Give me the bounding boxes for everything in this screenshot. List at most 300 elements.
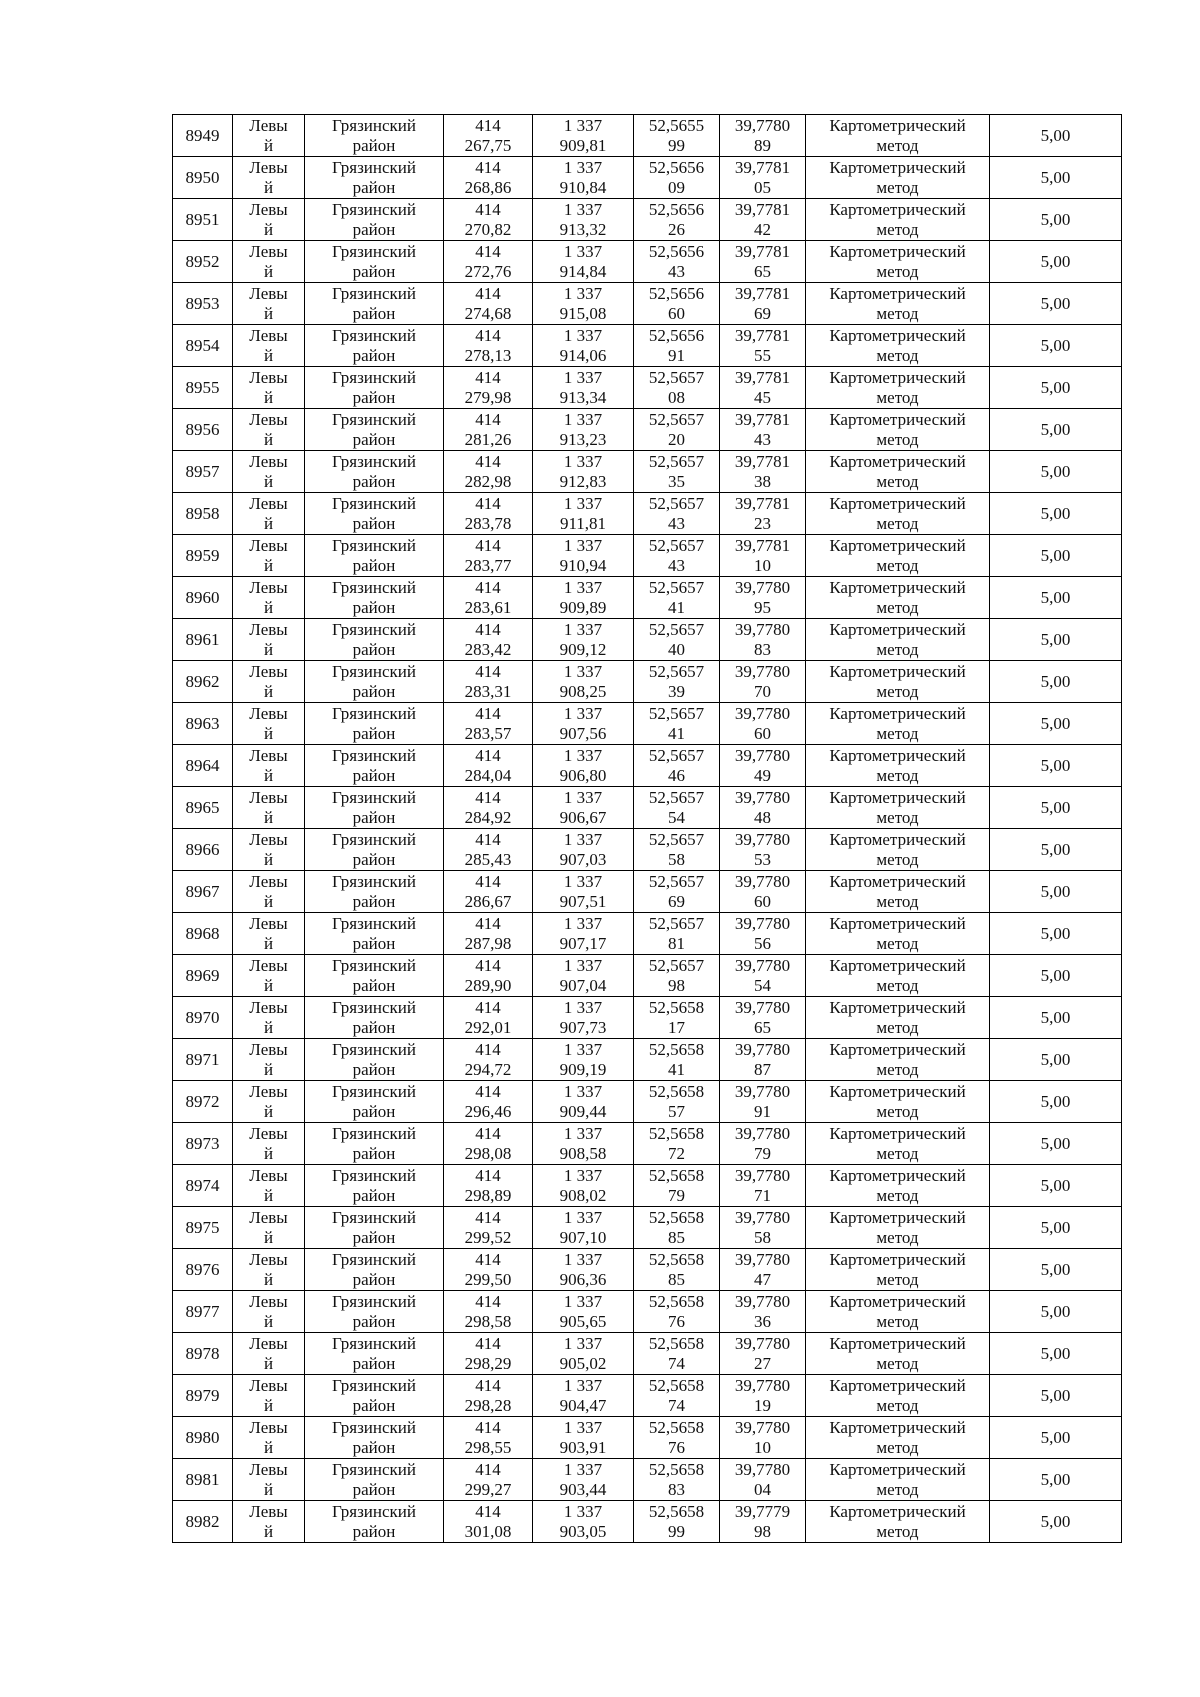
- district-text: Грязинский: [332, 913, 416, 933]
- district-text: Грязинский: [332, 1039, 416, 1059]
- method-cell: [806, 745, 990, 787]
- accuracy-cell: 5,00: [990, 1333, 1122, 1375]
- latitude-cell: [634, 871, 720, 913]
- coord-y-text: 1 337: [563, 115, 603, 135]
- point-number-cell: 8953: [173, 283, 233, 325]
- method-text: метод: [876, 1059, 919, 1079]
- table-row: [173, 1039, 1122, 1081]
- coord-x-text: 414: [475, 997, 501, 1017]
- longitude-cell: [720, 1039, 806, 1081]
- coord-x-text: 299,50: [464, 1269, 512, 1289]
- district-text: район: [352, 681, 396, 701]
- table-row: [173, 955, 1122, 997]
- latitude-text: 52,5658: [648, 1249, 705, 1269]
- side-text: й: [263, 555, 274, 575]
- side-cell: [233, 1333, 305, 1375]
- accuracy-cell: 5,00: [990, 451, 1122, 493]
- longitude-cell: [720, 199, 806, 241]
- coord-y-text: 905,65: [559, 1311, 607, 1331]
- side-text: й: [263, 345, 274, 365]
- longitude-cell: [720, 1249, 806, 1291]
- coord-y-text: 1 337: [563, 1291, 603, 1311]
- accuracy-cell: 5,00: [990, 577, 1122, 619]
- side-cell: [233, 619, 305, 661]
- method-text: метод: [876, 135, 919, 155]
- coord-y-cell: [533, 871, 634, 913]
- point-number-cell: 8970: [173, 997, 233, 1039]
- latitude-cell: [634, 1459, 720, 1501]
- method-text: метод: [876, 849, 919, 869]
- longitude-text: 39,7780: [734, 1207, 791, 1227]
- coord-x-cell: [444, 115, 533, 157]
- method-text: Картометрический: [829, 745, 966, 765]
- method-cell: [806, 787, 990, 829]
- latitude-text: 72: [668, 1143, 685, 1163]
- district-text: Грязинский: [332, 535, 416, 555]
- latitude-text: 76: [668, 1311, 685, 1331]
- longitude-text: 39,7780: [734, 1459, 791, 1479]
- district-text: район: [352, 1101, 396, 1121]
- latitude-cell: [634, 1501, 720, 1543]
- coord-x-text: 414: [475, 871, 501, 891]
- latitude-text: 46: [668, 765, 685, 785]
- side-cell: [233, 535, 305, 577]
- method-text: Картометрический: [829, 1081, 966, 1101]
- longitude-text: 45: [754, 387, 771, 407]
- method-text: метод: [876, 429, 919, 449]
- side-text: й: [263, 135, 274, 155]
- method-cell: [806, 115, 990, 157]
- latitude-cell: [634, 1081, 720, 1123]
- side-text: й: [263, 933, 274, 953]
- longitude-cell: [720, 1123, 806, 1165]
- table-row: [173, 619, 1122, 661]
- district-text: Грязинский: [332, 1291, 416, 1311]
- coord-y-text: 1 337: [563, 1081, 603, 1101]
- latitude-text: 57: [668, 1101, 685, 1121]
- method-cell: [806, 577, 990, 619]
- side-text: Левы: [249, 115, 288, 135]
- district-cell: [305, 1375, 444, 1417]
- latitude-text: 52,5658: [648, 1207, 705, 1227]
- longitude-text: 38: [754, 471, 771, 491]
- latitude-text: 60: [668, 303, 685, 323]
- latitude-text: 52,5656: [648, 199, 705, 219]
- method-cell: [806, 1291, 990, 1333]
- longitude-text: 53: [754, 849, 771, 869]
- table-row: [173, 241, 1122, 283]
- coord-x-text: 414: [475, 115, 501, 135]
- method-text: Картометрический: [829, 1417, 966, 1437]
- latitude-text: 52,5658: [648, 1165, 705, 1185]
- method-cell: [806, 1459, 990, 1501]
- district-cell: [305, 997, 444, 1039]
- district-text: район: [352, 1437, 396, 1457]
- district-cell: [305, 535, 444, 577]
- coord-y-text: 906,36: [559, 1269, 607, 1289]
- method-cell: [806, 1375, 990, 1417]
- district-text: район: [352, 1059, 396, 1079]
- coord-y-text: 908,02: [559, 1185, 607, 1205]
- coord-x-cell: [444, 199, 533, 241]
- side-text: й: [263, 1353, 274, 1373]
- longitude-text: 87: [754, 1059, 771, 1079]
- longitude-text: 39,7779: [734, 1501, 791, 1521]
- latitude-text: 39: [668, 681, 685, 701]
- latitude-text: 85: [668, 1227, 685, 1247]
- district-text: район: [352, 639, 396, 659]
- coord-y-text: 907,04: [559, 975, 607, 995]
- side-text: й: [263, 1143, 274, 1163]
- accuracy-cell: 5,00: [990, 409, 1122, 451]
- coord-x-text: 298,28: [464, 1395, 512, 1415]
- longitude-cell: [720, 745, 806, 787]
- latitude-text: 41: [668, 723, 685, 743]
- method-cell: [806, 661, 990, 703]
- longitude-text: 39,7780: [734, 1333, 791, 1353]
- coord-y-text: 1 337: [563, 1249, 603, 1269]
- district-cell: [305, 787, 444, 829]
- coord-y-cell: [533, 1207, 634, 1249]
- point-number-cell: 8949: [173, 115, 233, 157]
- coord-y-text: 913,23: [559, 429, 607, 449]
- side-text: й: [263, 219, 274, 239]
- side-text: й: [263, 1311, 274, 1331]
- district-text: район: [352, 1521, 396, 1541]
- coord-y-text: 913,32: [559, 219, 607, 239]
- coord-y-cell: [533, 955, 634, 997]
- longitude-text: 98: [754, 1521, 771, 1541]
- latitude-cell: [634, 199, 720, 241]
- side-text: Левы: [249, 1333, 288, 1353]
- method-text: метод: [876, 681, 919, 701]
- side-text: й: [263, 1017, 274, 1037]
- table-row: [173, 535, 1122, 577]
- district-cell: [305, 1207, 444, 1249]
- coord-x-text: 414: [475, 409, 501, 429]
- method-text: Картометрический: [829, 535, 966, 555]
- side-cell: [233, 1417, 305, 1459]
- coord-x-cell: [444, 1123, 533, 1165]
- accuracy-cell: 5,00: [990, 913, 1122, 955]
- side-cell: [233, 871, 305, 913]
- point-number-cell: 8966: [173, 829, 233, 871]
- longitude-cell: [720, 997, 806, 1039]
- coord-y-text: 1 337: [563, 451, 603, 471]
- method-cell: [806, 1417, 990, 1459]
- side-text: Левы: [249, 409, 288, 429]
- coord-x-text: 414: [475, 619, 501, 639]
- latitude-text: 52,5656: [648, 241, 705, 261]
- side-text: Левы: [249, 325, 288, 345]
- method-text: Картометрический: [829, 493, 966, 513]
- latitude-text: 52,5656: [648, 157, 705, 177]
- coord-y-text: 911,81: [559, 513, 607, 533]
- coord-y-text: 1 337: [563, 1501, 603, 1521]
- accuracy-cell: 5,00: [990, 493, 1122, 535]
- latitude-text: 52,5657: [648, 493, 705, 513]
- side-cell: [233, 1207, 305, 1249]
- coord-y-text: 1 337: [563, 1207, 603, 1227]
- side-cell: [233, 241, 305, 283]
- side-text: Левы: [249, 745, 288, 765]
- side-text: й: [263, 1437, 274, 1457]
- district-text: Грязинский: [332, 1123, 416, 1143]
- side-text: й: [263, 513, 274, 533]
- side-text: Левы: [249, 913, 288, 933]
- latitude-text: 41: [668, 1059, 685, 1079]
- accuracy-cell: 5,00: [990, 367, 1122, 409]
- method-cell: [806, 535, 990, 577]
- coord-y-text: 1 337: [563, 577, 603, 597]
- coord-x-text: 414: [475, 661, 501, 681]
- side-text: й: [263, 891, 274, 911]
- table-body: [173, 115, 1122, 1543]
- table-row: [173, 493, 1122, 535]
- latitude-text: 26: [668, 219, 685, 239]
- longitude-text: 39,7780: [734, 955, 791, 975]
- method-text: Картометрический: [829, 955, 966, 975]
- coord-x-text: 270,82: [464, 219, 512, 239]
- longitude-text: 54: [754, 975, 771, 995]
- side-text: й: [263, 1101, 274, 1121]
- side-text: й: [263, 303, 274, 323]
- coord-y-text: 909,12: [559, 639, 607, 659]
- coord-x-cell: [444, 493, 533, 535]
- table-row: [173, 997, 1122, 1039]
- point-number-cell: 8972: [173, 1081, 233, 1123]
- coord-x-text: 278,13: [464, 345, 512, 365]
- coord-x-text: 284,92: [464, 807, 512, 827]
- longitude-text: 36: [754, 1311, 771, 1331]
- method-cell: [806, 1501, 990, 1543]
- longitude-text: 39,7781: [734, 451, 791, 471]
- longitude-text: 39,7781: [734, 409, 791, 429]
- coord-x-text: 414: [475, 367, 501, 387]
- method-text: Картометрический: [829, 1165, 966, 1185]
- side-text: й: [263, 723, 274, 743]
- side-cell: [233, 787, 305, 829]
- table-row: [173, 1333, 1122, 1375]
- method-cell: [806, 241, 990, 283]
- longitude-text: 39,7780: [734, 577, 791, 597]
- district-text: район: [352, 261, 396, 281]
- coord-x-text: 414: [475, 745, 501, 765]
- coord-x-text: 287,98: [464, 933, 512, 953]
- accuracy-cell: 5,00: [990, 1249, 1122, 1291]
- coord-y-cell: [533, 1081, 634, 1123]
- district-text: Грязинский: [332, 1417, 416, 1437]
- longitude-text: 60: [754, 723, 771, 743]
- coord-x-text: 414: [475, 199, 501, 219]
- coord-x-cell: [444, 1417, 533, 1459]
- coord-x-text: 289,90: [464, 975, 512, 995]
- latitude-text: 52,5658: [648, 1501, 705, 1521]
- longitude-text: 39,7781: [734, 325, 791, 345]
- method-cell: [806, 1249, 990, 1291]
- coord-x-cell: [444, 1501, 533, 1543]
- longitude-cell: [720, 409, 806, 451]
- table-row: [173, 787, 1122, 829]
- table-row: [173, 577, 1122, 619]
- longitude-cell: [720, 1165, 806, 1207]
- method-cell: [806, 1081, 990, 1123]
- longitude-text: 39,7780: [734, 871, 791, 891]
- coord-y-cell: [533, 1501, 634, 1543]
- side-text: Левы: [249, 451, 288, 471]
- coord-y-text: 1 337: [563, 1417, 603, 1437]
- longitude-text: 39,7780: [734, 829, 791, 849]
- longitude-text: 39,7780: [734, 1123, 791, 1143]
- method-text: метод: [876, 1143, 919, 1163]
- coord-y-cell: [533, 787, 634, 829]
- district-cell: [305, 115, 444, 157]
- method-text: Картометрический: [829, 787, 966, 807]
- latitude-text: 52,5655: [648, 115, 705, 135]
- coord-y-text: 1 337: [563, 283, 603, 303]
- coord-y-cell: [533, 115, 634, 157]
- district-cell: [305, 1249, 444, 1291]
- latitude-cell: [634, 157, 720, 199]
- coord-x-cell: [444, 535, 533, 577]
- coord-y-text: 909,81: [559, 135, 607, 155]
- point-number-cell: 8952: [173, 241, 233, 283]
- coord-x-cell: [444, 787, 533, 829]
- side-cell: [233, 367, 305, 409]
- latitude-cell: [634, 745, 720, 787]
- district-text: район: [352, 807, 396, 827]
- district-text: Грязинский: [332, 115, 416, 135]
- side-cell: [233, 1165, 305, 1207]
- coord-y-text: 1 337: [563, 199, 603, 219]
- side-cell: [233, 913, 305, 955]
- point-number-cell: 8973: [173, 1123, 233, 1165]
- district-text: Грязинский: [332, 493, 416, 513]
- coord-y-cell: [533, 199, 634, 241]
- longitude-text: 89: [754, 135, 771, 155]
- table-row: [173, 115, 1122, 157]
- accuracy-cell: 5,00: [990, 1501, 1122, 1543]
- district-text: район: [352, 429, 396, 449]
- coord-x-cell: [444, 157, 533, 199]
- longitude-text: 19: [754, 1395, 771, 1415]
- coord-y-text: 1 337: [563, 367, 603, 387]
- side-text: Левы: [249, 703, 288, 723]
- point-number-cell: 8971: [173, 1039, 233, 1081]
- latitude-cell: [634, 409, 720, 451]
- longitude-text: 10: [754, 555, 771, 575]
- coord-y-text: 906,80: [559, 765, 607, 785]
- longitude-text: 39,7780: [734, 1291, 791, 1311]
- method-text: метод: [876, 891, 919, 911]
- coord-y-text: 914,06: [559, 345, 607, 365]
- side-text: й: [263, 681, 274, 701]
- longitude-text: 58: [754, 1227, 771, 1247]
- district-cell: [305, 955, 444, 997]
- coord-y-text: 914,84: [559, 261, 607, 281]
- coord-x-cell: [444, 241, 533, 283]
- point-number-cell: 8964: [173, 745, 233, 787]
- coord-x-text: 272,76: [464, 261, 512, 281]
- coord-y-text: 903,05: [559, 1521, 607, 1541]
- side-cell: [233, 1039, 305, 1081]
- coord-y-cell: [533, 829, 634, 871]
- district-cell: [305, 619, 444, 661]
- latitude-text: 52,5657: [648, 367, 705, 387]
- district-text: Грязинский: [332, 451, 416, 471]
- coord-y-text: 1 337: [563, 955, 603, 975]
- side-cell: [233, 1123, 305, 1165]
- latitude-cell: [634, 1333, 720, 1375]
- method-text: Картометрический: [829, 913, 966, 933]
- longitude-text: 39,7781: [734, 241, 791, 261]
- coord-x-text: 284,04: [464, 765, 512, 785]
- longitude-text: 39,7781: [734, 283, 791, 303]
- coord-x-text: 414: [475, 1375, 501, 1395]
- method-text: Картометрический: [829, 1375, 966, 1395]
- method-text: Картометрический: [829, 703, 966, 723]
- point-number-cell: 8957: [173, 451, 233, 493]
- coord-y-text: 904,47: [559, 1395, 607, 1415]
- longitude-text: 04: [754, 1479, 771, 1499]
- side-text: й: [263, 429, 274, 449]
- table-row: [173, 1375, 1122, 1417]
- point-number-cell: 8955: [173, 367, 233, 409]
- side-text: Левы: [249, 367, 288, 387]
- table-row: [173, 1501, 1122, 1543]
- point-number-cell: 8967: [173, 871, 233, 913]
- district-cell: [305, 1333, 444, 1375]
- side-text: й: [263, 471, 274, 491]
- coord-y-cell: [533, 409, 634, 451]
- latitude-text: 85: [668, 1269, 685, 1289]
- accuracy-cell: 5,00: [990, 283, 1122, 325]
- latitude-text: 09: [668, 177, 685, 197]
- coord-y-text: 1 337: [563, 1459, 603, 1479]
- district-text: район: [352, 597, 396, 617]
- latitude-text: 52,5658: [648, 1459, 705, 1479]
- coord-x-text: 299,27: [464, 1479, 512, 1499]
- coord-x-cell: [444, 829, 533, 871]
- table-row: [173, 325, 1122, 367]
- longitude-cell: [720, 787, 806, 829]
- side-cell: [233, 661, 305, 703]
- latitude-text: 98: [668, 975, 685, 995]
- coord-x-cell: [444, 1207, 533, 1249]
- coord-x-cell: [444, 367, 533, 409]
- longitude-text: 56: [754, 933, 771, 953]
- latitude-cell: [634, 1123, 720, 1165]
- district-cell: [305, 1123, 444, 1165]
- side-text: й: [263, 639, 274, 659]
- coord-x-text: 282,98: [464, 471, 512, 491]
- accuracy-cell: 5,00: [990, 1459, 1122, 1501]
- coord-x-text: 414: [475, 1039, 501, 1059]
- side-cell: [233, 157, 305, 199]
- method-text: метод: [876, 597, 919, 617]
- longitude-cell: [720, 493, 806, 535]
- coord-y-text: 910,84: [559, 177, 607, 197]
- side-text: й: [263, 177, 274, 197]
- longitude-cell: [720, 241, 806, 283]
- method-cell: [806, 703, 990, 745]
- coord-y-cell: [533, 1333, 634, 1375]
- method-cell: [806, 1039, 990, 1081]
- latitude-text: 52,5657: [648, 619, 705, 639]
- longitude-text: 39,7780: [734, 1081, 791, 1101]
- district-text: район: [352, 1353, 396, 1373]
- coord-x-text: 414: [475, 577, 501, 597]
